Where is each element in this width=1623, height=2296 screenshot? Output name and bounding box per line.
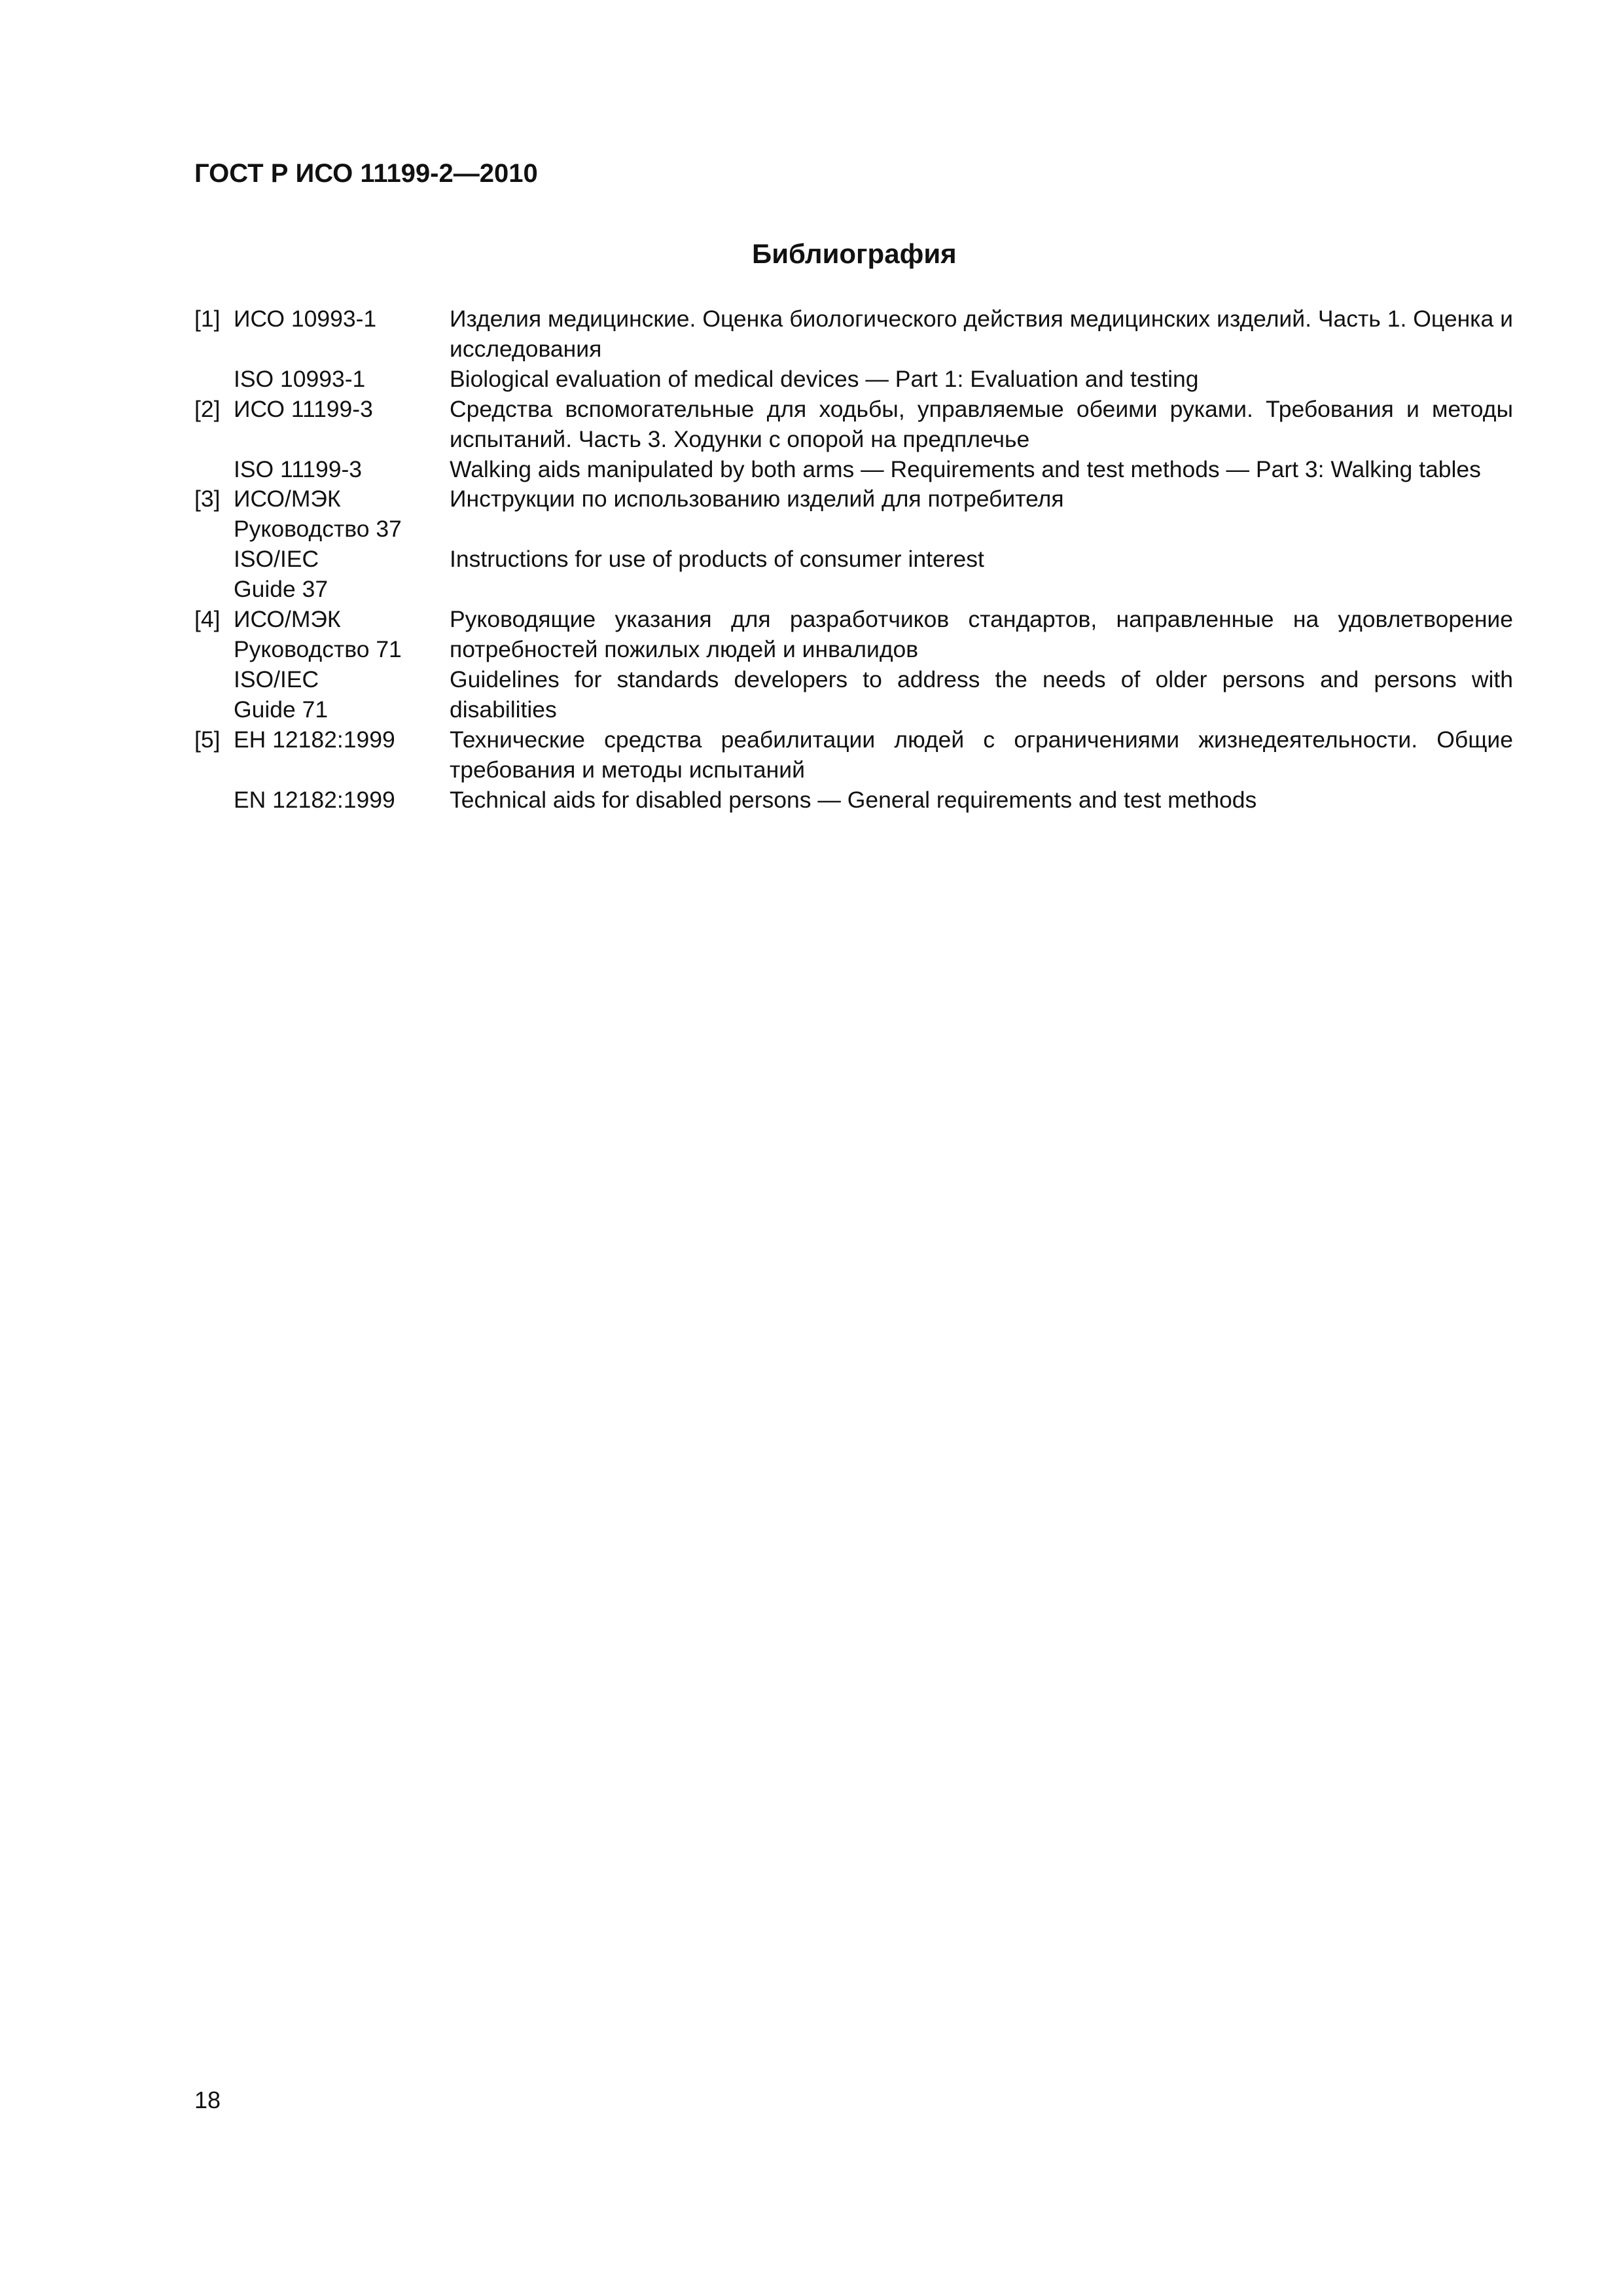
entry-text: Guidelines for standards developers to address the needs of older persons and persons with disabilities bbox=[450, 666, 1513, 723]
entry-text bbox=[450, 545, 1513, 605]
bibliography-entry bbox=[194, 395, 1513, 455]
entry-code bbox=[234, 605, 430, 665]
entry-text bbox=[450, 484, 1513, 545]
entry-number: [1] bbox=[194, 306, 221, 332]
bibliography-entry bbox=[194, 785, 1513, 816]
entry-text-content: Инструкции по использованию изделий для потребителя bbox=[450, 486, 1064, 512]
entry-number: [2] bbox=[194, 395, 221, 422]
bibliography-entry bbox=[194, 365, 1513, 395]
bibliography-list bbox=[194, 304, 1513, 815]
entry-code-line-1: ИСО/МЭК bbox=[234, 486, 341, 512]
bibliography-entry bbox=[194, 605, 1513, 665]
bibliography-entry bbox=[194, 455, 1513, 485]
entry-text: Technical aids for disabled persons — General requirements and test methods bbox=[450, 786, 1257, 813]
bibliography-entry bbox=[194, 484, 1513, 545]
entry-number: [5] bbox=[194, 726, 221, 753]
bibliography-entry bbox=[194, 545, 1513, 605]
bibliography-entry bbox=[194, 304, 1513, 365]
page-title: Библиография bbox=[752, 238, 957, 269]
entry-number: [3] bbox=[194, 486, 221, 512]
bibliography-entry bbox=[194, 725, 1513, 785]
entry-code: ISO 10993-1 bbox=[234, 365, 366, 392]
entry-code-line-2: Guide 37 bbox=[234, 576, 329, 603]
entry-code bbox=[234, 665, 430, 725]
entry-code-line-2: Руководство 37 bbox=[234, 516, 402, 543]
entry-text: Средства вспомогательные для ходьбы, управляемые обеими руками. Требования и методы испытаний. Часть 3. Ходунки с опорой на предплечье bbox=[450, 395, 1513, 452]
entry-code bbox=[234, 484, 430, 545]
bibliography-entry bbox=[194, 665, 1513, 725]
entry-text: Walking aids manipulated by both arms — Requirements and test methods — Part 3: Walking tables bbox=[450, 456, 1481, 482]
entry-code bbox=[234, 545, 430, 605]
entry-code: ISO 11199-3 bbox=[234, 456, 363, 482]
entry-code-line-2: Guide 71 bbox=[234, 696, 329, 723]
entry-text: Руководящие указания для разработчиков стандартов, направленные на удовлетворение потребностей пожилых людей и инвалидов bbox=[450, 606, 1513, 662]
entry-number: [4] bbox=[194, 606, 221, 633]
standard-id-header: ГОСТ Р ИСО 11199-2—2010 bbox=[194, 159, 538, 188]
entry-text: Технические средства реабилитации людей с ограничениями жизнедеятельности. Общие требования и методы испытаний bbox=[450, 726, 1513, 783]
entry-code-line-1: ISO/IEC bbox=[234, 666, 319, 692]
entry-text-content: Instructions for use of products of consumer interest bbox=[450, 546, 984, 573]
entry-code: ИСО 10993-1 bbox=[234, 306, 377, 332]
entry-code-line-2: Руководство 71 bbox=[234, 636, 402, 662]
entry-code: ИСО 11199-3 bbox=[234, 395, 373, 422]
entry-code: ЕН 12182:1999 bbox=[234, 726, 395, 753]
page-number: 18 bbox=[194, 2087, 221, 2113]
entry-text: Biological evaluation of medical devices — Part 1: Evaluation and testing bbox=[450, 365, 1199, 392]
entry-text: Изделия медицинские. Оценка биологического действия медицинских изделий. Часть 1. Оценка и исследования bbox=[450, 306, 1513, 362]
entry-code-line-1: ISO/IEC bbox=[234, 546, 319, 573]
entry-code-line-1: ИСО/МЭК bbox=[234, 606, 341, 633]
entry-code: EN 12182:1999 bbox=[234, 786, 395, 813]
